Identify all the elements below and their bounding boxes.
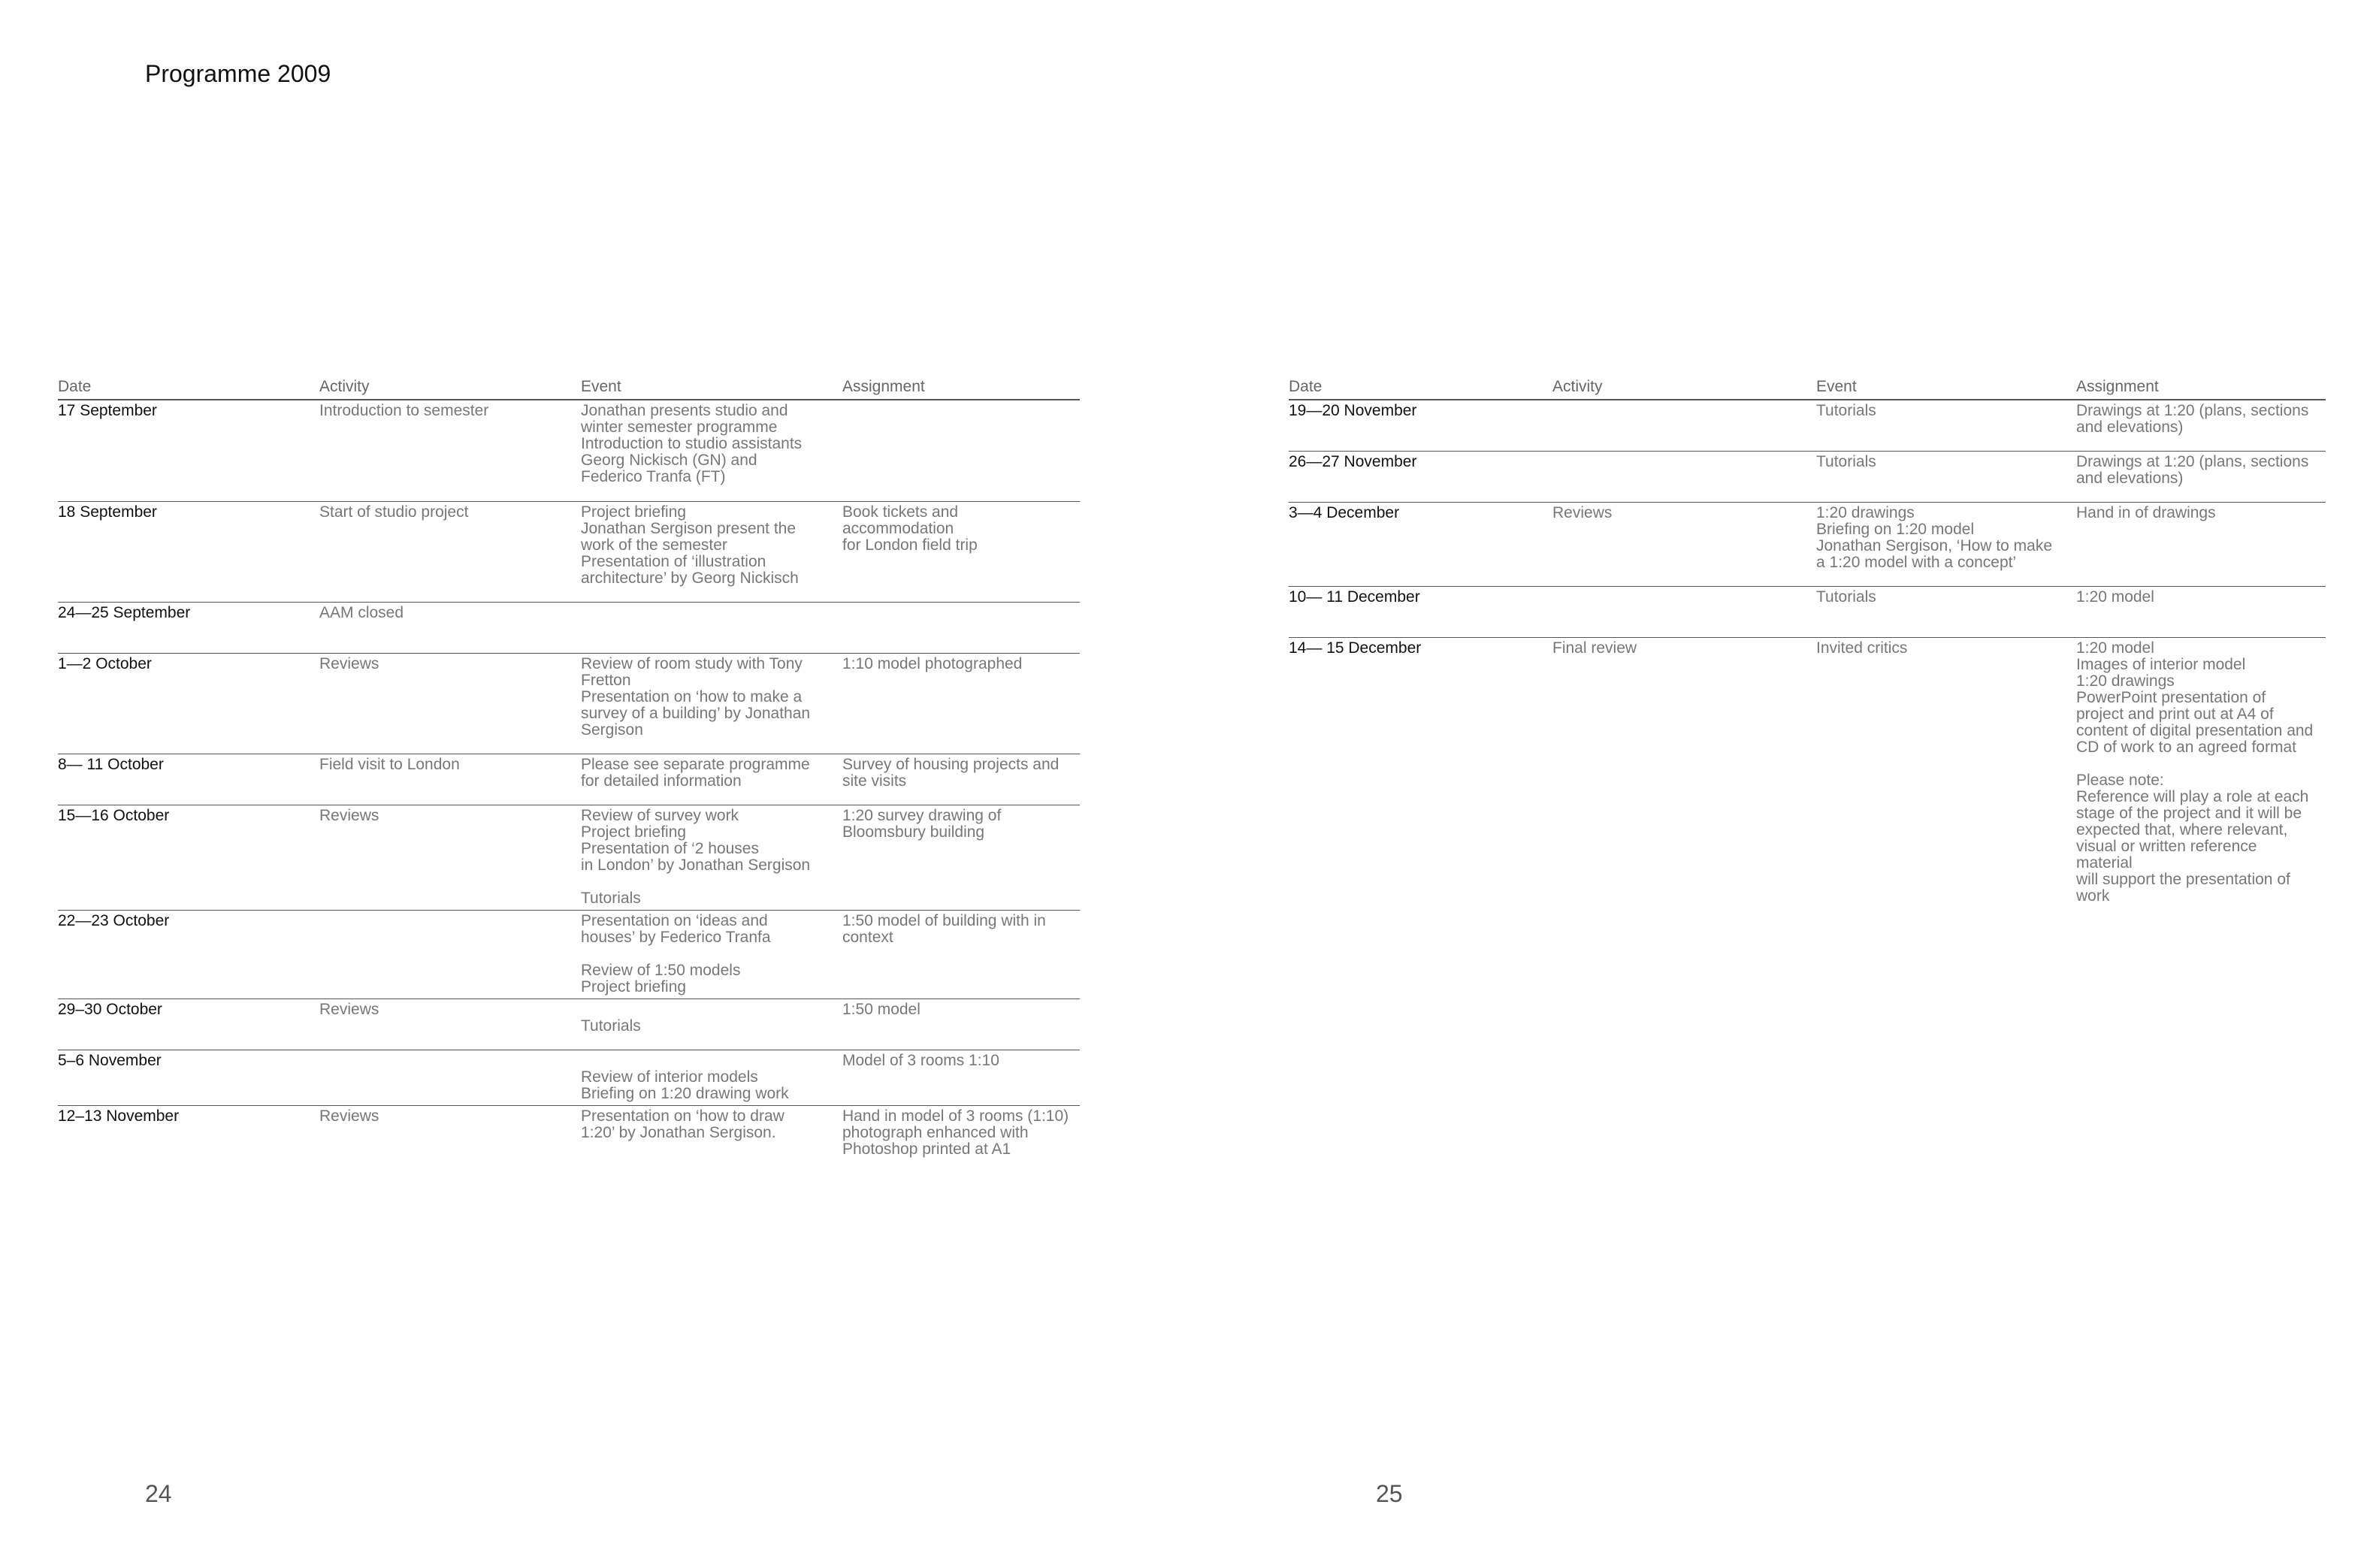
row-event: Tutorials	[581, 999, 842, 1050]
table-row	[58, 502, 1080, 603]
row-assignment: 1:20 survey drawing of Bloomsbury building	[842, 805, 1080, 911]
row-event	[581, 603, 842, 654]
row-assignment: 1:10 model photographed	[842, 654, 1080, 754]
table-header-row	[58, 376, 1080, 400]
table-row	[58, 911, 1080, 999]
table-row	[58, 1106, 1080, 1167]
row-activity: Reviews	[1552, 503, 1816, 587]
row-activity: Field visit to London	[319, 754, 581, 805]
row-activity	[1552, 452, 1816, 503]
row-date: 5–6 November	[58, 1050, 319, 1106]
row-date: 17 September	[58, 400, 319, 502]
row-activity: Reviews	[319, 999, 581, 1050]
row-date: 24—25 September	[58, 603, 319, 654]
table-header-row	[1289, 376, 2326, 400]
row-event: Review of interior models Briefing on 1:20 drawing work	[581, 1050, 842, 1106]
table-row	[58, 654, 1080, 754]
table-row	[1289, 400, 2326, 452]
row-activity: Final review	[1552, 639, 1637, 657]
row-event: Jonathan presents studio and winter semester programme Introduction to studio assistants Georg Nickisch (GN) and Federico Tranfa (FT)	[581, 400, 842, 502]
header-date: Date	[1289, 376, 1552, 400]
header-event: Event	[581, 376, 842, 400]
table-row	[1289, 587, 2326, 638]
row-activity: Reviews	[319, 805, 581, 911]
header-date: Date	[58, 376, 319, 400]
row-activity	[319, 911, 581, 999]
table-row	[58, 400, 1080, 502]
page-number-left: 24	[145, 1480, 172, 1507]
row-date: 3—4 December	[1289, 503, 1552, 587]
header-assignment: Assignment	[842, 376, 1080, 400]
row-event: Invited critics	[1816, 639, 1908, 657]
row-assignment: Drawings at 1:20 (plans, sections and elevations)	[2076, 452, 2326, 503]
row-assignment: Hand in of drawings	[2076, 503, 2326, 587]
row-assignment: 1:20 model Images of interior model 1:20 drawings PowerPoint presentation of project and print out at A4 of content of digital presentation and CD of work to an agreed format Please note: Reference will play a role at each stage of the project and it will be expected that, where relevant, visual or written reference material will support the presentation of work	[2076, 639, 2314, 905]
row-date: 10— 11 December	[1289, 587, 1552, 638]
row-assignment: Book tickets and accommodation for London field trip	[842, 502, 1080, 603]
row-event: Review of survey work Project briefing Presentation of ‘2 houses in London’ by Jonathan Sergison Tutorials	[581, 805, 842, 911]
row-event: Presentation on ‘ideas and houses’ by Federico Tranfa Review of 1:50 models Project briefing	[581, 911, 842, 999]
row-activity: Introduction to semester	[319, 400, 581, 502]
header-assignment: Assignment	[2076, 376, 2326, 400]
row-date: 29–30 October	[58, 999, 319, 1050]
row-assignment: Survey of housing projects and site visits	[842, 754, 1080, 805]
row-event: Tutorials	[1816, 452, 2076, 503]
row-event: Project briefing Jonathan Sergison present the work of the semester Presentation of ‘illustration architecture’ by Georg Nickisch	[581, 502, 842, 603]
row-assignment: Hand in model of 3 rooms (1:10) photograph enhanced with Photoshop printed at A1	[842, 1107, 1069, 1158]
row-event: Presentation on ‘how to draw 1:20’ by Jonathan Sergison.	[581, 1107, 784, 1141]
row-event: Tutorials	[1816, 587, 2076, 638]
table-row	[1289, 503, 2326, 587]
row-assignment: 1:50 model of building with in context	[842, 911, 1080, 999]
schedule-table-right	[1289, 376, 2326, 908]
table-row	[1289, 452, 2326, 503]
table-row	[58, 999, 1080, 1050]
table-row	[58, 754, 1080, 805]
row-date: 1—2 October	[58, 654, 319, 754]
row-activity: Reviews	[319, 1107, 379, 1125]
row-assignment	[842, 603, 1080, 654]
row-activity: Start of studio project	[319, 502, 581, 603]
row-date: 22—23 October	[58, 911, 319, 999]
row-assignment: 1:20 model	[2076, 587, 2326, 638]
row-event: Review of room study with Tony Fretton Presentation on ‘how to make a survey of a building’ by Jonathan Sergison	[581, 654, 842, 754]
table-row	[58, 805, 1080, 911]
row-assignment: 1:50 model	[842, 999, 1080, 1050]
page-number-right: 25	[1376, 1480, 1403, 1507]
row-event: Tutorials	[1816, 400, 2076, 452]
row-event: 1:20 drawings Briefing on 1:20 model Jonathan Sergison, ‘How to make a 1:20 model with a concept’	[1816, 503, 2076, 587]
row-assignment: Drawings at 1:20 (plans, sections and elevations)	[2076, 400, 2326, 452]
row-date: 18 September	[58, 502, 319, 603]
row-date: 8— 11 October	[58, 754, 319, 805]
row-date: 19—20 November	[1289, 400, 1552, 452]
row-date: 15—16 October	[58, 805, 319, 911]
row-date: 12–13 November	[58, 1107, 180, 1125]
row-activity	[319, 1050, 581, 1106]
header-event: Event	[1816, 376, 2076, 400]
row-assignment: Model of 3 rooms 1:10	[842, 1050, 1080, 1106]
row-activity: AAM closed	[319, 603, 581, 654]
header-activity: Activity	[319, 376, 581, 400]
page-title: Programme 2009	[145, 60, 331, 87]
header-activity: Activity	[1552, 376, 1816, 400]
row-date: 26—27 November	[1289, 452, 1552, 503]
schedule-table-left	[58, 376, 1080, 1166]
table-row	[58, 603, 1080, 654]
row-activity	[1552, 400, 1816, 452]
row-assignment	[842, 400, 1080, 502]
row-activity	[1552, 587, 1816, 638]
row-date: 14— 15 December	[1289, 639, 1422, 657]
row-event: Please see separate programme for detailed information	[581, 754, 842, 805]
table-row	[58, 1050, 1080, 1106]
table-row	[1289, 638, 2326, 908]
row-activity: Reviews	[319, 654, 581, 754]
